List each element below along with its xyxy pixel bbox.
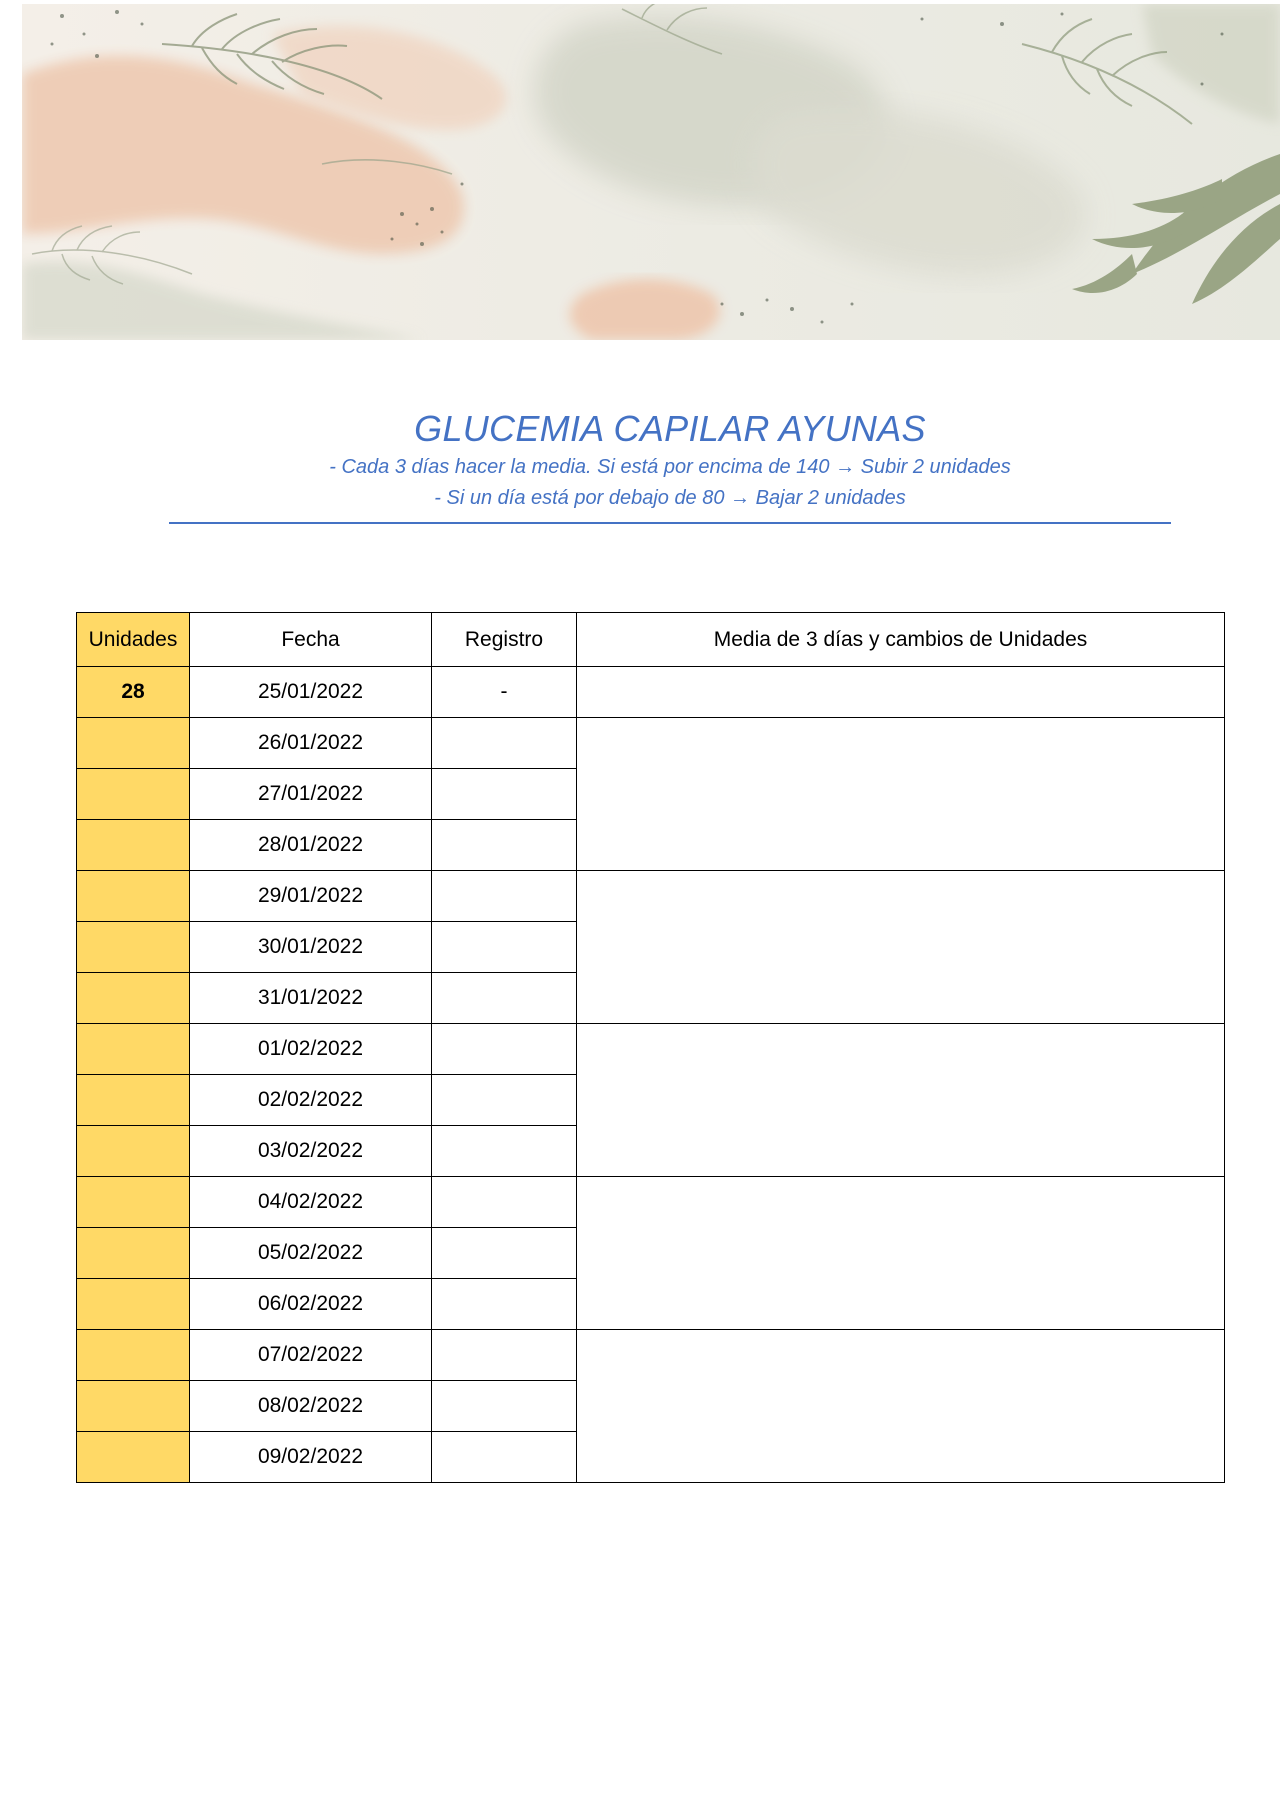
record-cell[interactable] [432,1381,577,1432]
header-date: Fecha [190,613,432,667]
record-cell[interactable]: - [432,667,577,718]
units-cell[interactable] [77,718,190,769]
decorative-banner [22,4,1280,340]
record-cell[interactable] [432,973,577,1024]
units-cell[interactable] [77,1126,190,1177]
units-cell[interactable] [77,1381,190,1432]
date-cell: 28/01/2022 [190,820,432,871]
media-cell[interactable] [577,1024,1225,1177]
units-cell[interactable] [77,1432,190,1483]
date-cell: 25/01/2022 [190,667,432,718]
media-cell[interactable] [577,718,1225,871]
rule-raise-units: - Cada 3 días hacer la media. Si está por encima de 140 → Subir 2 unidades [329,456,1011,478]
header-record: Registro [432,613,577,667]
heading-divider [169,522,1171,524]
media-cell[interactable] [577,1177,1225,1330]
units-cell[interactable] [77,973,190,1024]
date-cell: 03/02/2022 [190,1126,432,1177]
media-cell[interactable] [577,1330,1225,1483]
table-header-row [77,613,1225,667]
date-cell: 09/02/2022 [190,1432,432,1483]
table-row [77,1330,1225,1381]
units-cell[interactable] [77,769,190,820]
date-cell: 27/01/2022 [190,769,432,820]
units-cell[interactable] [77,1228,190,1279]
date-cell: 04/02/2022 [190,1177,432,1228]
media-cell[interactable] [577,871,1225,1024]
date-cell: 08/02/2022 [190,1381,432,1432]
rule-lower-units: - Si un día está por debajo de 80 → Bajar 2 unidades [434,487,906,509]
date-cell: 06/02/2022 [190,1279,432,1330]
record-cell[interactable] [432,718,577,769]
page-title: GLUCEMIA CAPILAR AYUNAS [414,408,926,449]
record-cell[interactable] [432,820,577,871]
table-row [77,1024,1225,1075]
record-cell[interactable] [432,1432,577,1483]
units-cell[interactable] [77,1177,190,1228]
record-cell[interactable] [432,1279,577,1330]
units-cell[interactable] [77,1075,190,1126]
table-row [77,667,1225,718]
table-row [77,718,1225,769]
record-cell[interactable] [432,1228,577,1279]
units-cell[interactable] [77,871,190,922]
date-cell: 02/02/2022 [190,1075,432,1126]
date-cell: 31/01/2022 [190,973,432,1024]
header-media: Media de 3 días y cambios de Unidades [577,613,1225,667]
record-cell[interactable] [432,922,577,973]
date-cell: 26/01/2022 [190,718,432,769]
date-cell: 07/02/2022 [190,1330,432,1381]
units-cell[interactable]: 28 [77,667,190,718]
date-cell: 01/02/2022 [190,1024,432,1075]
record-cell[interactable] [432,1126,577,1177]
record-cell[interactable] [432,1330,577,1381]
record-cell[interactable] [432,1024,577,1075]
date-cell: 30/01/2022 [190,922,432,973]
record-cell[interactable] [432,871,577,922]
table-row [77,871,1225,922]
units-cell[interactable] [77,820,190,871]
botanical-watercolor-illustration [22,4,1280,340]
units-cell[interactable] [77,1024,190,1075]
header-units: Unidades [77,613,190,667]
date-cell: 05/02/2022 [190,1228,432,1279]
record-cell[interactable] [432,769,577,820]
table-row [77,1177,1225,1228]
units-cell[interactable] [77,922,190,973]
record-cell[interactable] [432,1177,577,1228]
units-cell[interactable] [77,1279,190,1330]
media-cell[interactable] [577,667,1225,718]
date-cell: 29/01/2022 [190,871,432,922]
glucose-log-table [76,612,1225,1483]
record-cell[interactable] [432,1075,577,1126]
document-heading [0,406,1280,514]
units-cell[interactable] [77,1330,190,1381]
